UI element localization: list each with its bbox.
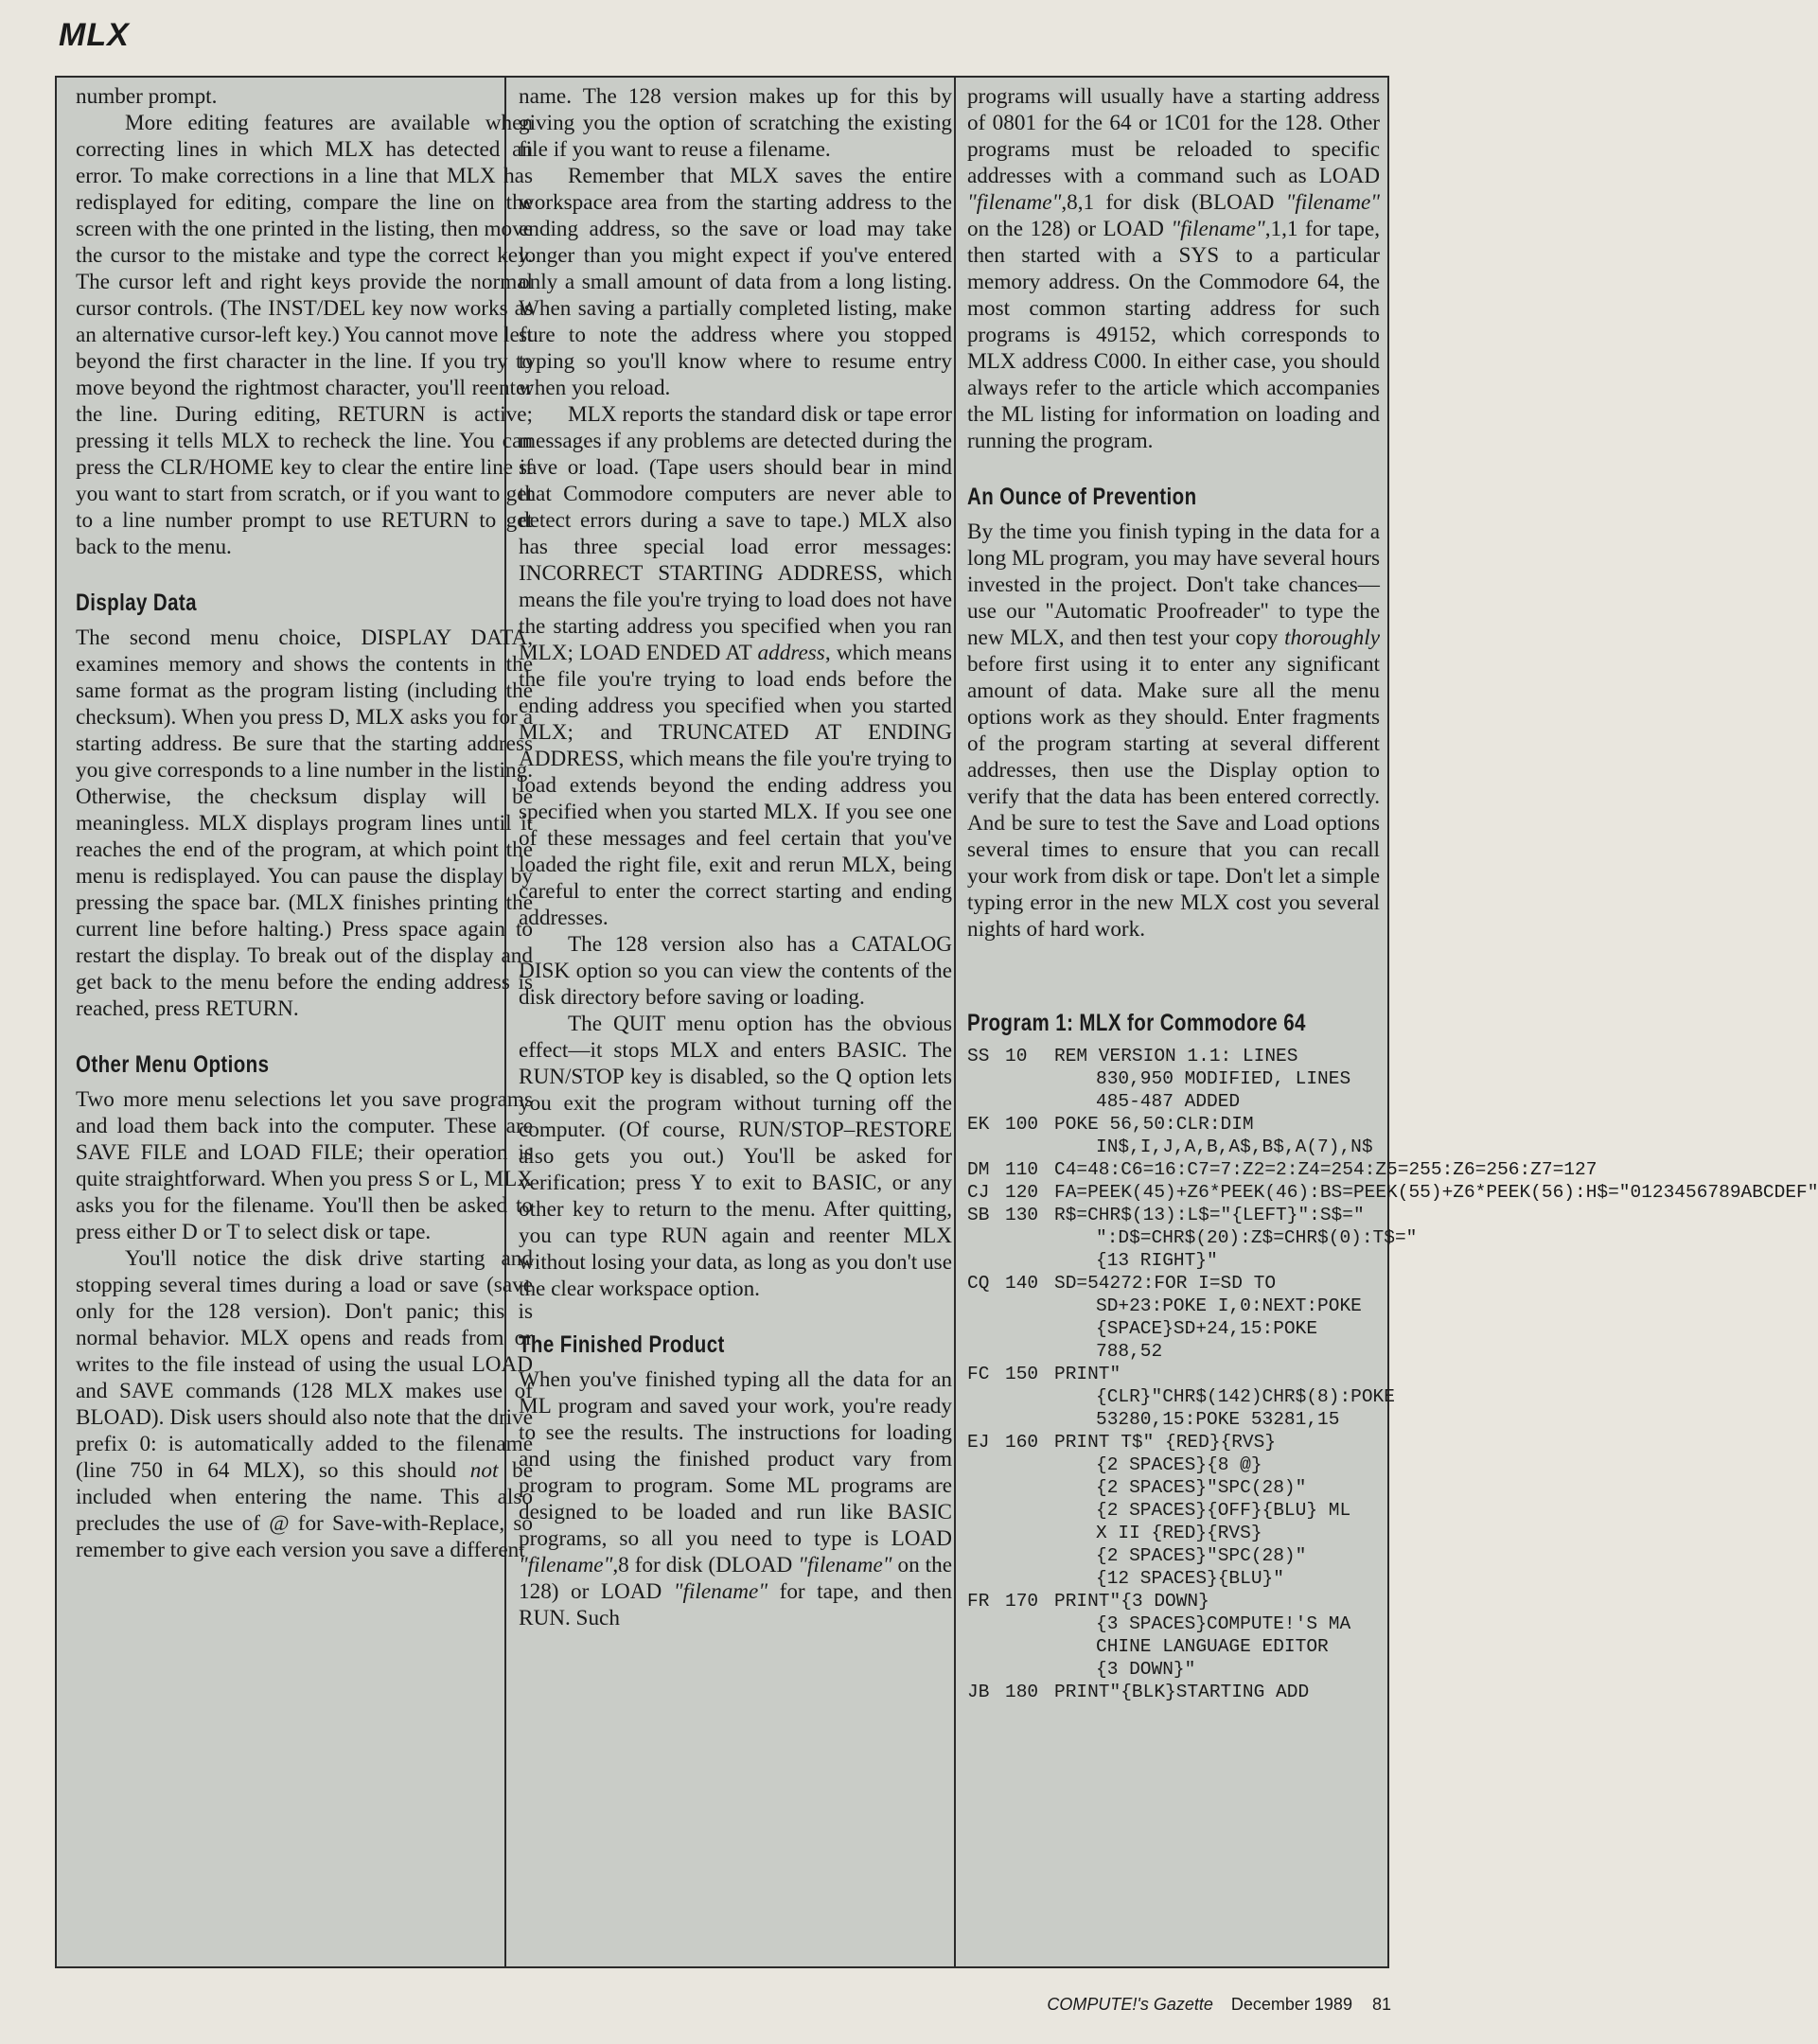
running-head: MLX bbox=[59, 17, 130, 53]
emphasis: "filename" bbox=[519, 1553, 613, 1577]
text-run: ,1,1 for tape, then started with a SYS to a particular memory address. On the Commodore 64, the most common starting address for such programs is 49152, which corresponds to MLX address C000. In either case, you should always refer to the article which accompanies the ML listing for information on loading and running the program. bbox=[967, 217, 1380, 453]
statement: R$=CHR$(13):L$="{LEFT}":S$=" ":D$=CHR$(20):Z$=CHR$(0):T$="{13 RIGHT}" bbox=[1054, 1205, 1418, 1271]
issue-date: December 1989 bbox=[1230, 1995, 1352, 2014]
listing-line bbox=[967, 1681, 1380, 1703]
text-run: on the 128) or LOAD bbox=[519, 1553, 953, 1604]
section-heading-ounce-of-prevention: An Ounce of Prevention bbox=[967, 484, 1197, 510]
checksum: EJ bbox=[967, 1432, 990, 1453]
emphasis: "filename" bbox=[1171, 217, 1265, 241]
listing-line bbox=[967, 1204, 1418, 1272]
statement: SD=54272:FOR I=SD TO SD+23:POKE I,0:NEXT:POKE {SPACE}SD+24,15:POKE 788,52 bbox=[1054, 1273, 1373, 1362]
line-number: 160 bbox=[1005, 1432, 1039, 1453]
statement: REM VERSION 1.1: LINES 830,950 MODIFIED, LINES 485-487 ADDED bbox=[1054, 1046, 1362, 1112]
statement: FA=PEEK(45)+Z6*PEEK(46):BS=PEEK(55)+Z6*PEEK(56):H$="0123456789ABCDEF" bbox=[1054, 1182, 1818, 1203]
text-run: You'll notice the disk drive starting and stopping several times during a load or save (save only for the 128 version). Don't panic; this is normal behavior. MLX opens and reads from or writes to the file instead of using the usual LOAD and SAVE commands (128 MLX makes use of BLOAD). Disk users should also note that the drive prefix 0: is automatically added to the filename (line 750 in 64 MLX), so this should bbox=[76, 1246, 533, 1483]
emphasis: "filename" bbox=[1285, 190, 1380, 215]
line-number: 150 bbox=[1005, 1364, 1039, 1384]
listing-line bbox=[967, 1363, 1406, 1431]
column-rule bbox=[954, 78, 956, 1966]
text-run: ,8,1 for disk (BLOAD bbox=[1061, 190, 1286, 215]
paragraph: Remember that MLX saves the entire workspace area from the starting address to the ending address, so the save or load may take longer than you might expect if you've entered only a small amount of data from a long listing. When saving a partially completed listing, make sure to note the address where you stopped typing so you'll know where to resume entry when you reload. bbox=[519, 164, 952, 400]
paragraph: name. The 128 version makes up for this by giving you the option of scratching the existing file if you want to reuse a filename. bbox=[519, 84, 952, 162]
paragraph bbox=[76, 1245, 533, 1563]
paragraph: Two more menu selections let you save programs and load them back into the computer. These are SAVE FILE and LOAD FILE; their operation is quite straightforward. When you press S or L, MLX asks you for the filename. You'll then be asked to press either D or T to select disk or tape. bbox=[76, 1087, 533, 1244]
text-run: MLX reports the standard disk or tape error messages if any problems are detected during the save or load. (Tape users should bear in mind that Commodore computers are never able to detect errors during a save to tape.) MLX also has three special load error messages: INCORRECT STARTING ADDRESS, which means the file you're trying to load does not have the starting address you specified when you ran MLX; LOAD ENDED AT bbox=[519, 402, 952, 665]
line-number: 10 bbox=[1005, 1046, 1028, 1066]
text-run: , which means the file you're trying to load ends before the ending address you specified when you started MLX; and TRUNCATED AT ENDING ADDRESS, which means the file you're trying to load extends beyond the ending address you specified when you started MLX. If you see one of these messages and feel certain that you've loaded the right file, exit and rerun MLX, being careful to enter the correct starting and ending addresses. bbox=[519, 641, 953, 930]
checksum: CQ bbox=[967, 1273, 990, 1294]
paragraph: The QUIT menu option has the obvious effect—it stops MLX and enters BASIC. The RUN/STOP key is disabled, so the Q option lets you exit the program without turning off the computer. (Of course, RUN/STOP–RESTORE also gets you out.) You'll be asked for verification; press Y to exit to BASIC, or any other key to return to the menu. After quitting, you can type RUN again and reenter MLX without losing your data, as long as you don't use the clear workspace option. bbox=[519, 1012, 952, 1301]
line-number: 170 bbox=[1005, 1591, 1039, 1612]
column-2 bbox=[519, 83, 952, 1961]
checksum: SB bbox=[967, 1205, 990, 1225]
page-footer bbox=[1047, 1995, 1391, 2015]
paragraph bbox=[519, 1366, 952, 1631]
section-heading-other-menu-options: Other Menu Options bbox=[76, 1051, 270, 1078]
text-run: By the time you finish typing in the data for a long ML program, you may have several hours invested in the project. Don't take chances—use our "Automatic Proofreader" to type the new MLX, and then test your copy bbox=[967, 520, 1380, 650]
checksum: JB bbox=[967, 1682, 990, 1702]
statement: PRINT T$" {RED}{RVS} {2 SPACES}{8 @} {2 SPACES}"SPC(28)" {2 SPACES}{OFF}{BLU} ML X II {RED}{RVS} {2 SPACES}"SPC(28)" {12 SPACES}{BLU}" bbox=[1054, 1432, 1351, 1589]
emphasis: address bbox=[757, 641, 825, 665]
line-number: 120 bbox=[1005, 1182, 1039, 1203]
paragraph bbox=[967, 519, 1380, 943]
line-number: 110 bbox=[1005, 1159, 1039, 1180]
listing-line bbox=[967, 1272, 1380, 1363]
text-run: ,8 for disk (DLOAD bbox=[612, 1553, 799, 1577]
paragraph bbox=[967, 83, 1380, 454]
article-frame bbox=[55, 76, 1818, 1968]
emphasis: not bbox=[469, 1458, 499, 1483]
paragraph bbox=[519, 401, 952, 931]
text-run: When you've finished typing all the data for an ML program and saved your work, you're ready to see the results. The instructions for loading and using the finished product vary from program to program. Some ML programs are designed to be loaded and run like BASIC programs, so all you need to type is LOAD bbox=[519, 1367, 952, 1551]
statement: C4=48:C6=16:C7=7:Z2=2:Z4=254:Z5=255:Z6=256:Z7=127 bbox=[1054, 1159, 1597, 1180]
checksum: CJ bbox=[967, 1182, 990, 1203]
line-number: 180 bbox=[1005, 1682, 1039, 1702]
column-3 bbox=[967, 83, 1818, 1961]
statement: PRINT"{3 DOWN} {3 SPACES}COMPUTE!'S MA CHINE LANGUAGE EDITOR {3 DOWN}" bbox=[1054, 1591, 1351, 1680]
statement: PRINT"{CLR}"CHR$(142)CHR$(8):POKE 53280,15:POKE 53281,15 bbox=[1054, 1364, 1406, 1430]
checksum: DM bbox=[967, 1159, 990, 1180]
listing-line bbox=[967, 1113, 1380, 1158]
line-number: 100 bbox=[1005, 1114, 1039, 1135]
checksum: SS bbox=[967, 1046, 990, 1066]
line-number: 130 bbox=[1005, 1205, 1039, 1225]
emphasis: "filename" bbox=[673, 1579, 768, 1604]
checksum: FC bbox=[967, 1364, 990, 1384]
section-heading-display-data: Display Data bbox=[76, 590, 197, 616]
paragraph: number prompt. bbox=[76, 84, 218, 109]
listing-line bbox=[967, 1045, 1380, 1113]
column-1 bbox=[76, 83, 533, 1961]
program-listing bbox=[967, 1045, 1818, 1703]
emphasis: thoroughly bbox=[1284, 626, 1380, 650]
text-run: programs will usually have a starting address of 0801 for the 64 or 1C01 for the 128. Other programs must be reloaded to specific addresses with a command such as LOAD bbox=[967, 84, 1380, 188]
text-run: on the 128) or LOAD bbox=[967, 217, 1172, 241]
statement: PRINT"{BLK}STARTING ADD bbox=[1054, 1682, 1310, 1702]
listing-line bbox=[967, 1590, 1380, 1681]
paragraph: The 128 version also has a CATALOG DISK option so you can view the contents of the disk directory before saving or loading. bbox=[519, 932, 952, 1010]
emphasis: "filename" bbox=[967, 190, 1062, 215]
listing-line bbox=[967, 1181, 1818, 1204]
paragraph: More editing features are available when correcting lines in which MLX has detected an error. To make corrections in a line that MLX has redisplayed for editing, compare the line on the screen with the one printed in the listing, then move the cursor to the mistake and type the correct key. The cursor left and right keys provide the normal cursor controls. (The INST/DEL key now works as an alternative cursor-left key.) You cannot move left beyond the first character in the line. If you try to move beyond the rightmost character, you'll reenter the line. During editing, RETURN is active; pressing it tells MLX to recheck the line. You can press the CLR/HOME key to clear the entire line if you want to start from scratch, or if you want to get to a line number prompt to use RETURN to get back to the menu. bbox=[76, 111, 533, 559]
paragraph: The second menu choice, DISPLAY DATA, examines memory and shows the contents in the same format as the program listing (including the checksum). When you press D, MLX asks you for a starting address. Be sure that the starting address you give corresponds to a line number in the listing. Otherwise, the checksum display will be meaningless. MLX displays program lines until it reaches the end of the program, at which point the menu is redisplayed. You can pause the display by pressing the space bar. (MLX finishes printing the current line before halting.) Press space again to restart the display. To break out of the display and get back to the menu before the ending address is reached, press RETURN. bbox=[76, 626, 533, 1021]
statement: POKE 56,50:CLR:DIM IN$,I,J,A,B,A$,B$,A(7),N$ bbox=[1054, 1114, 1373, 1157]
listing-line bbox=[967, 1158, 1597, 1181]
text-run: for tape, and then RUN. Such bbox=[519, 1579, 953, 1630]
emphasis: "filename" bbox=[798, 1553, 892, 1577]
checksum: FR bbox=[967, 1591, 990, 1612]
text-run: be included when entering the name. This also precludes the use of @ for Save-with-Replace, so remember to give each version you save a different bbox=[76, 1458, 533, 1562]
listing-line bbox=[967, 1431, 1380, 1590]
checksum: EK bbox=[967, 1114, 990, 1135]
program-listing-title: Program 1: MLX for Commodore 64 bbox=[967, 1010, 1306, 1036]
text-run: before first using it to enter any significant amount of data. Make sure all the menu options work as they should. Enter fragments of the program starting at several different addresses, then use the Display option to verify that the data has been entered correctly. And be sure to test the Save and Load options several times to ensure that you can recall your work from disk or tape. Don't let a simple typing error in the new MLX cost you several nights of hard work. bbox=[967, 652, 1380, 942]
page-number: 81 bbox=[1371, 1995, 1391, 2014]
publication-name: COMPUTE!'s Gazette bbox=[1047, 1995, 1213, 2014]
line-number: 140 bbox=[1005, 1273, 1039, 1294]
section-heading-finished-product: The Finished Product bbox=[519, 1331, 725, 1358]
